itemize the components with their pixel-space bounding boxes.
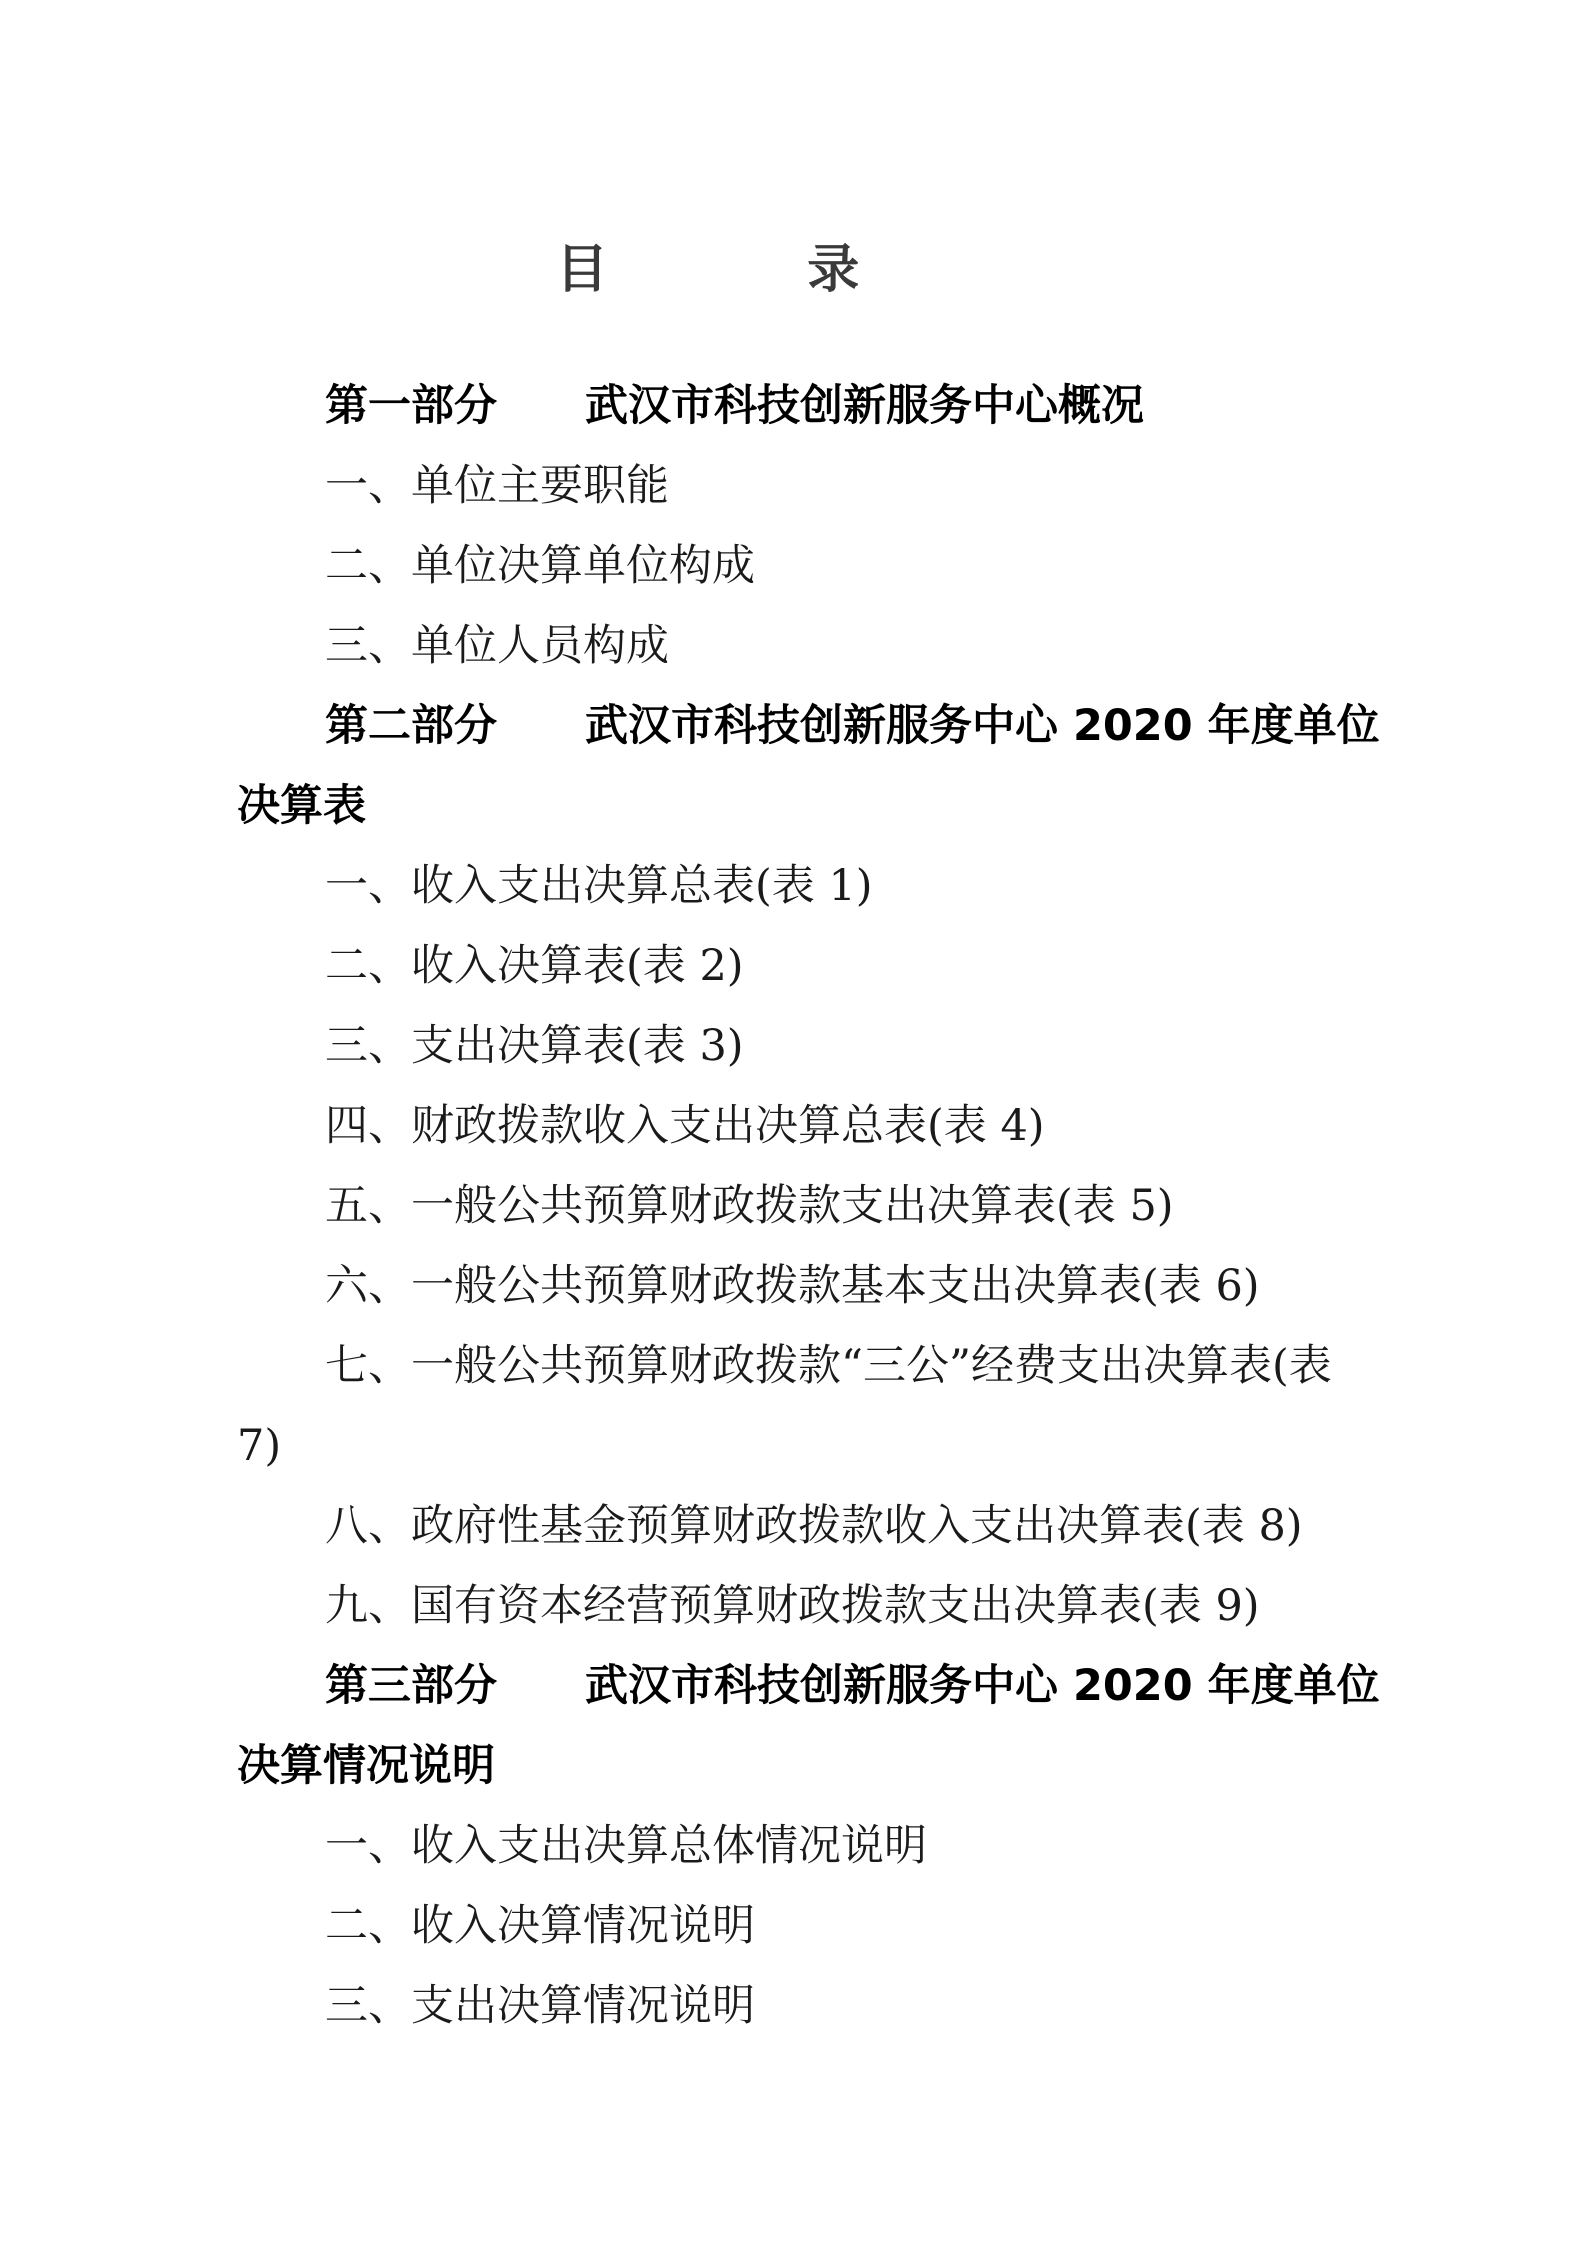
- line-text: 四、财政拨款收入支出决算总表(表 4): [325, 1101, 1045, 1151]
- toc-item: [237, 1086, 1350, 1166]
- line-text: 六、一般公共预算财政拨款基本支出决算表(表 6): [325, 1261, 1260, 1311]
- toc-item: [237, 1166, 1350, 1246]
- toc-item: [237, 526, 1350, 606]
- section-number-label: 第二部分: [325, 701, 497, 751]
- toc-item: [237, 1806, 1350, 1886]
- toc-item: [237, 1886, 1350, 1966]
- line-text: 二、收入决算情况说明: [325, 1901, 755, 1951]
- line-text: 武汉市科技创新服务中心 2020 年度单位: [585, 1661, 1380, 1711]
- toc-item: [237, 606, 1350, 686]
- toc-item: [237, 1566, 1350, 1646]
- toc-section-heading: [237, 686, 1380, 766]
- line-text: 决算情况说明: [237, 1741, 495, 1791]
- toc-section-heading: [237, 366, 1350, 446]
- toc-item: [237, 1006, 1350, 1086]
- line-text: 武汉市科技创新服务中心 2020 年度单位: [585, 701, 1380, 751]
- toc-section-heading-continuation: [237, 1726, 1350, 1806]
- toc-item-continuation: [237, 1406, 1350, 1486]
- line-text: 三、支出决算情况说明: [325, 1981, 755, 2031]
- line-text: 一、收入支出决算总表(表 1): [325, 861, 873, 911]
- line-text: 决算表: [237, 781, 366, 831]
- line-text: 二、单位决算单位构成: [325, 541, 755, 591]
- section-number-label: 第一部分: [325, 381, 497, 431]
- heading-gap: [497, 1699, 585, 1700]
- page-title-right-char: 录: [807, 240, 860, 300]
- line-text: 九、国有资本经营预算财政拨款支出决算表(表 9): [325, 1581, 1260, 1631]
- line-text: 二、收入决算表(表 2): [325, 941, 744, 991]
- line-text: 一、收入支出决算总体情况说明: [325, 1821, 927, 1871]
- line-text: 武汉市科技创新服务中心概况: [585, 381, 1144, 431]
- toc-item: [237, 926, 1350, 1006]
- page-title-left-char: 目: [556, 240, 609, 300]
- toc-section-heading-continuation: [237, 766, 1350, 846]
- toc-item: [237, 1966, 1350, 2046]
- heading-gap: [497, 419, 585, 420]
- toc-list: [237, 366, 1380, 2046]
- toc-item: [237, 846, 1350, 926]
- line-text: 七、一般公共预算财政拨款“三公”经费支出决算表(表: [325, 1341, 1332, 1391]
- section-number-label: 第三部分: [325, 1661, 497, 1711]
- toc-section-heading: [237, 1646, 1380, 1726]
- toc-item: [237, 1486, 1350, 1566]
- line-text: 7): [237, 1421, 282, 1471]
- heading-gap: [497, 739, 585, 740]
- line-text: 一、单位主要职能: [325, 461, 669, 511]
- toc-item: [237, 446, 1350, 526]
- line-text: 三、单位人员构成: [325, 621, 669, 671]
- page-title: [556, 240, 859, 300]
- line-text: 三、支出决算表(表 3): [325, 1021, 744, 1071]
- toc-item: [237, 1326, 1350, 1406]
- line-text: 五、一般公共预算财政拨款支出决算表(表 5): [325, 1181, 1174, 1231]
- page-title-gap: [626, 286, 789, 287]
- toc-item: [237, 1246, 1350, 1326]
- line-text: 八、政府性基金预算财政拨款收入支出决算表(表 8): [325, 1501, 1303, 1551]
